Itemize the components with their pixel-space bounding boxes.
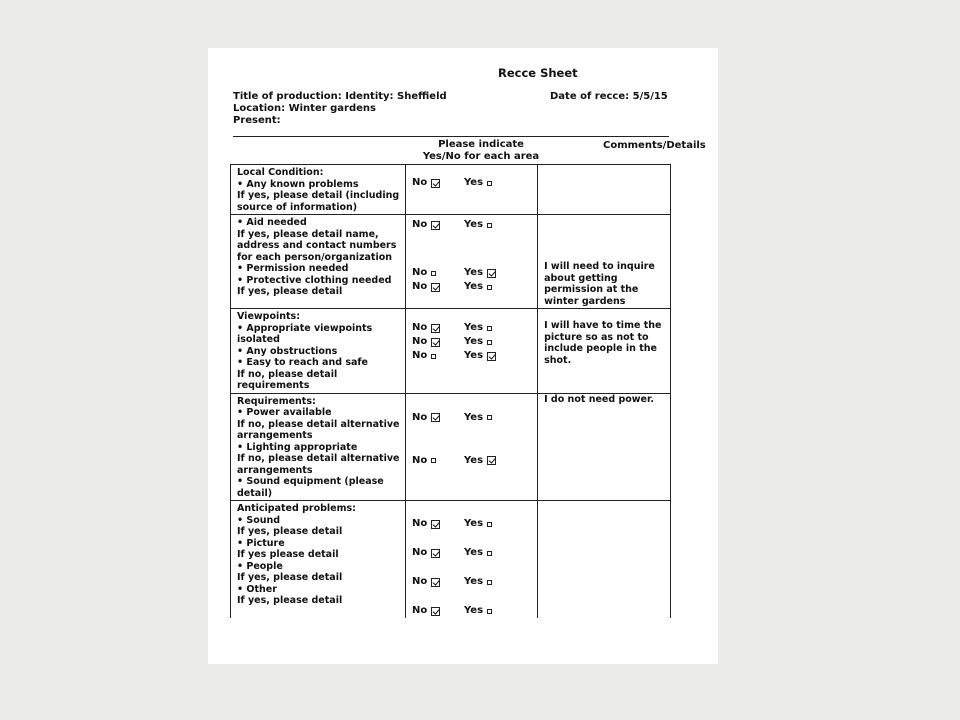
- question-item: • Other: [237, 583, 277, 595]
- no-option: [412, 455, 464, 467]
- checked-box-icon: [431, 221, 440, 230]
- row-requirements: [231, 393, 671, 501]
- empty-box-icon: [487, 580, 492, 585]
- comment-line: permission at the: [544, 284, 639, 295]
- section-lines: [237, 503, 400, 607]
- no-option: [412, 547, 464, 559]
- no-label: No: [411, 547, 428, 559]
- yes-label: Yes: [463, 177, 484, 189]
- no-label: No: [411, 411, 428, 423]
- question-item: • Any obstructions: [237, 345, 338, 357]
- production-title: Title of production: Identity: Sheffield: [233, 91, 447, 102]
- question-item: • Any known problems: [237, 178, 359, 190]
- yes-no-row: [412, 455, 532, 467]
- no-option: [412, 177, 464, 189]
- yes-option: [464, 219, 492, 231]
- question-text: Requirements:: [237, 395, 316, 407]
- section-lines: [237, 396, 400, 500]
- checked-box-icon: [431, 283, 440, 292]
- answer-cell: [405, 215, 537, 309]
- checked-box-icon: [431, 324, 440, 333]
- yes-label: Yes: [463, 518, 484, 530]
- question-text: Anticipated problems:: [237, 503, 356, 514]
- empty-box-icon: [487, 551, 492, 556]
- present: Present:: [233, 115, 281, 126]
- empty-box-icon: [487, 223, 492, 228]
- question-item: • Sound equipment (please: [237, 476, 384, 487]
- comment-line: winter gardens: [544, 295, 626, 307]
- yes-option: [464, 281, 492, 293]
- row-anticipated-problems: [231, 501, 671, 619]
- no-label: No: [411, 322, 428, 334]
- checked-box-icon: [431, 413, 440, 422]
- no-option: [412, 267, 464, 279]
- no-label: No: [411, 336, 428, 348]
- yes-option: [464, 322, 492, 334]
- question-text: requirements: [237, 380, 310, 391]
- comment-line: include people in the: [544, 343, 657, 354]
- recce-sheet-page: [208, 48, 718, 664]
- yes-option: [464, 455, 496, 467]
- question-text: If yes please detail: [237, 549, 339, 560]
- row-viewpoints: [231, 309, 671, 394]
- section-lines: [237, 311, 400, 392]
- yes-label: Yes: [463, 547, 484, 559]
- comment-line: I do not need power.: [544, 393, 654, 405]
- question-item: • Sound: [237, 514, 281, 526]
- section-lines: [237, 217, 400, 298]
- empty-box-icon: [487, 326, 492, 331]
- location: Location: Winter gardens: [233, 103, 376, 114]
- no-option: [412, 322, 464, 334]
- empty-box-icon: [431, 354, 436, 359]
- yes-label: Yes: [463, 454, 484, 466]
- empty-box-icon: [487, 285, 492, 290]
- question-text: If yes, please detail name,: [237, 228, 379, 240]
- no-option: [412, 412, 464, 424]
- question-item: • Power available: [237, 407, 332, 418]
- question-cell: [231, 215, 406, 309]
- checked-box-icon: [431, 578, 440, 587]
- question-text: If yes, please detail: [237, 572, 343, 583]
- no-label: No: [411, 177, 428, 189]
- yes-option: [464, 177, 492, 189]
- question-item: • Protective clothing needed: [237, 274, 392, 286]
- yes-label: Yes: [463, 605, 484, 617]
- yes-label: Yes: [463, 322, 484, 334]
- yes-no-row: [412, 518, 532, 530]
- question-text: arrangements: [237, 430, 313, 441]
- question-text: source of information): [237, 201, 358, 213]
- question-cell: [231, 165, 406, 215]
- empty-box-icon: [431, 271, 436, 276]
- yes-option: [464, 605, 492, 617]
- no-option: [412, 350, 464, 362]
- yes-option: [464, 576, 492, 588]
- yes-label: Yes: [463, 267, 484, 279]
- empty-box-icon: [487, 415, 492, 420]
- comment-cell: [538, 165, 671, 215]
- yes-option: [464, 267, 496, 279]
- answer-cell: [405, 501, 537, 619]
- row-local-condition: [231, 165, 671, 215]
- question-text: If yes, please detail: [237, 595, 343, 606]
- question-item: • Appropriate viewpoints: [237, 322, 373, 334]
- comment-cell: [538, 309, 671, 394]
- yes-no-row: [412, 350, 532, 362]
- question-text: arrangements: [237, 464, 313, 476]
- comment-cell: [538, 501, 671, 619]
- yes-no-row: [412, 576, 532, 588]
- comment-cell: [538, 393, 671, 501]
- yes-option: [464, 412, 492, 424]
- yes-label: Yes: [463, 336, 484, 348]
- question-cell: [231, 309, 406, 394]
- question-text: If no, please detail alternative: [237, 453, 400, 464]
- no-option: [412, 518, 464, 530]
- question-item: • Picture: [237, 537, 285, 549]
- no-label: No: [411, 267, 428, 279]
- no-label: No: [411, 350, 428, 362]
- checked-box-icon: [487, 352, 496, 361]
- question-item: • Easy to reach and safe: [237, 357, 368, 368]
- empty-box-icon: [487, 340, 492, 345]
- no-label: No: [411, 281, 428, 293]
- checked-box-icon: [431, 549, 440, 558]
- checked-box-icon: [431, 338, 440, 347]
- yes-no-row: [412, 177, 532, 189]
- no-label: No: [411, 219, 428, 231]
- question-text: If no, please detail: [237, 368, 338, 380]
- checked-box-icon: [431, 520, 440, 529]
- no-option: [412, 576, 464, 588]
- yes-no-row: [412, 281, 532, 293]
- no-label: No: [411, 605, 428, 617]
- yes-label: Yes: [463, 219, 484, 231]
- section-lines: [237, 167, 400, 213]
- empty-box-icon: [487, 522, 492, 527]
- yes-option: [464, 336, 492, 348]
- yes-label: Yes: [463, 411, 484, 423]
- answer-cell: [405, 309, 537, 394]
- checked-box-icon: [431, 607, 440, 616]
- comment-line: shot.: [544, 354, 572, 366]
- question-text: If yes, please detail: [237, 286, 343, 297]
- question-cell: [231, 501, 406, 619]
- yes-no-row: [412, 322, 532, 334]
- comment-line: I will need to inquire: [544, 261, 655, 272]
- comment-cell: [538, 215, 671, 309]
- answer-cell: [405, 393, 537, 501]
- empty-box-icon: [487, 181, 492, 186]
- yes-no-row: [412, 336, 532, 348]
- production-info: [233, 91, 447, 127]
- question-item: • Aid needed: [237, 217, 307, 228]
- question-item: • Lighting appropriate: [237, 441, 358, 453]
- question-text: If yes, please detail (including: [237, 190, 400, 201]
- comment-line: picture so as not to: [544, 331, 649, 343]
- no-option: [412, 336, 464, 348]
- row-aid: [231, 215, 671, 309]
- yes-no-row: [412, 219, 532, 231]
- checked-box-icon: [487, 456, 496, 465]
- checked-box-icon: [431, 179, 440, 188]
- empty-box-icon: [487, 609, 492, 614]
- recce-form-table: [230, 164, 671, 618]
- no-option: [412, 219, 464, 231]
- yes-option: [464, 547, 492, 559]
- yes-option: [464, 350, 496, 362]
- yes-label: Yes: [463, 576, 484, 588]
- no-label: No: [411, 518, 428, 530]
- indicate-column-header: Please indicate Yes/No for each area: [422, 139, 540, 162]
- empty-box-icon: [431, 458, 436, 463]
- question-text: isolated: [237, 334, 280, 345]
- question-text: address and contact numbers: [237, 240, 397, 251]
- yes-no-row: [412, 547, 532, 559]
- yes-no-row: [412, 267, 532, 279]
- yes-no-row: [412, 412, 532, 424]
- question-text: detail): [237, 487, 273, 499]
- comment-line: I will have to time the: [544, 320, 662, 331]
- yes-no-row: [412, 605, 532, 617]
- comment-line: about getting: [544, 272, 618, 284]
- question-text: If yes, please detail: [237, 526, 343, 537]
- yes-label: Yes: [463, 350, 484, 362]
- document-title: Recce Sheet: [498, 66, 578, 80]
- question-item: • Permission needed: [237, 263, 349, 274]
- yes-option: [464, 518, 492, 530]
- recce-date: Date of recce: 5/5/15: [550, 91, 668, 102]
- no-label: No: [411, 454, 428, 466]
- question-text: Viewpoints:: [237, 311, 301, 322]
- no-option: [412, 605, 464, 617]
- no-label: No: [411, 576, 428, 588]
- question-item: • People: [237, 560, 283, 572]
- yes-label: Yes: [463, 281, 484, 293]
- question-text: Local Condition:: [237, 167, 324, 178]
- checked-box-icon: [487, 269, 496, 278]
- question-text: If no, please detail alternative: [237, 418, 400, 430]
- question-text: for each person/organization: [237, 251, 393, 263]
- answer-cell: [405, 165, 537, 215]
- comments-column-header: Comments/Details: [603, 140, 706, 151]
- question-cell: [231, 393, 406, 501]
- no-option: [412, 281, 464, 293]
- header-divider: [233, 136, 669, 137]
